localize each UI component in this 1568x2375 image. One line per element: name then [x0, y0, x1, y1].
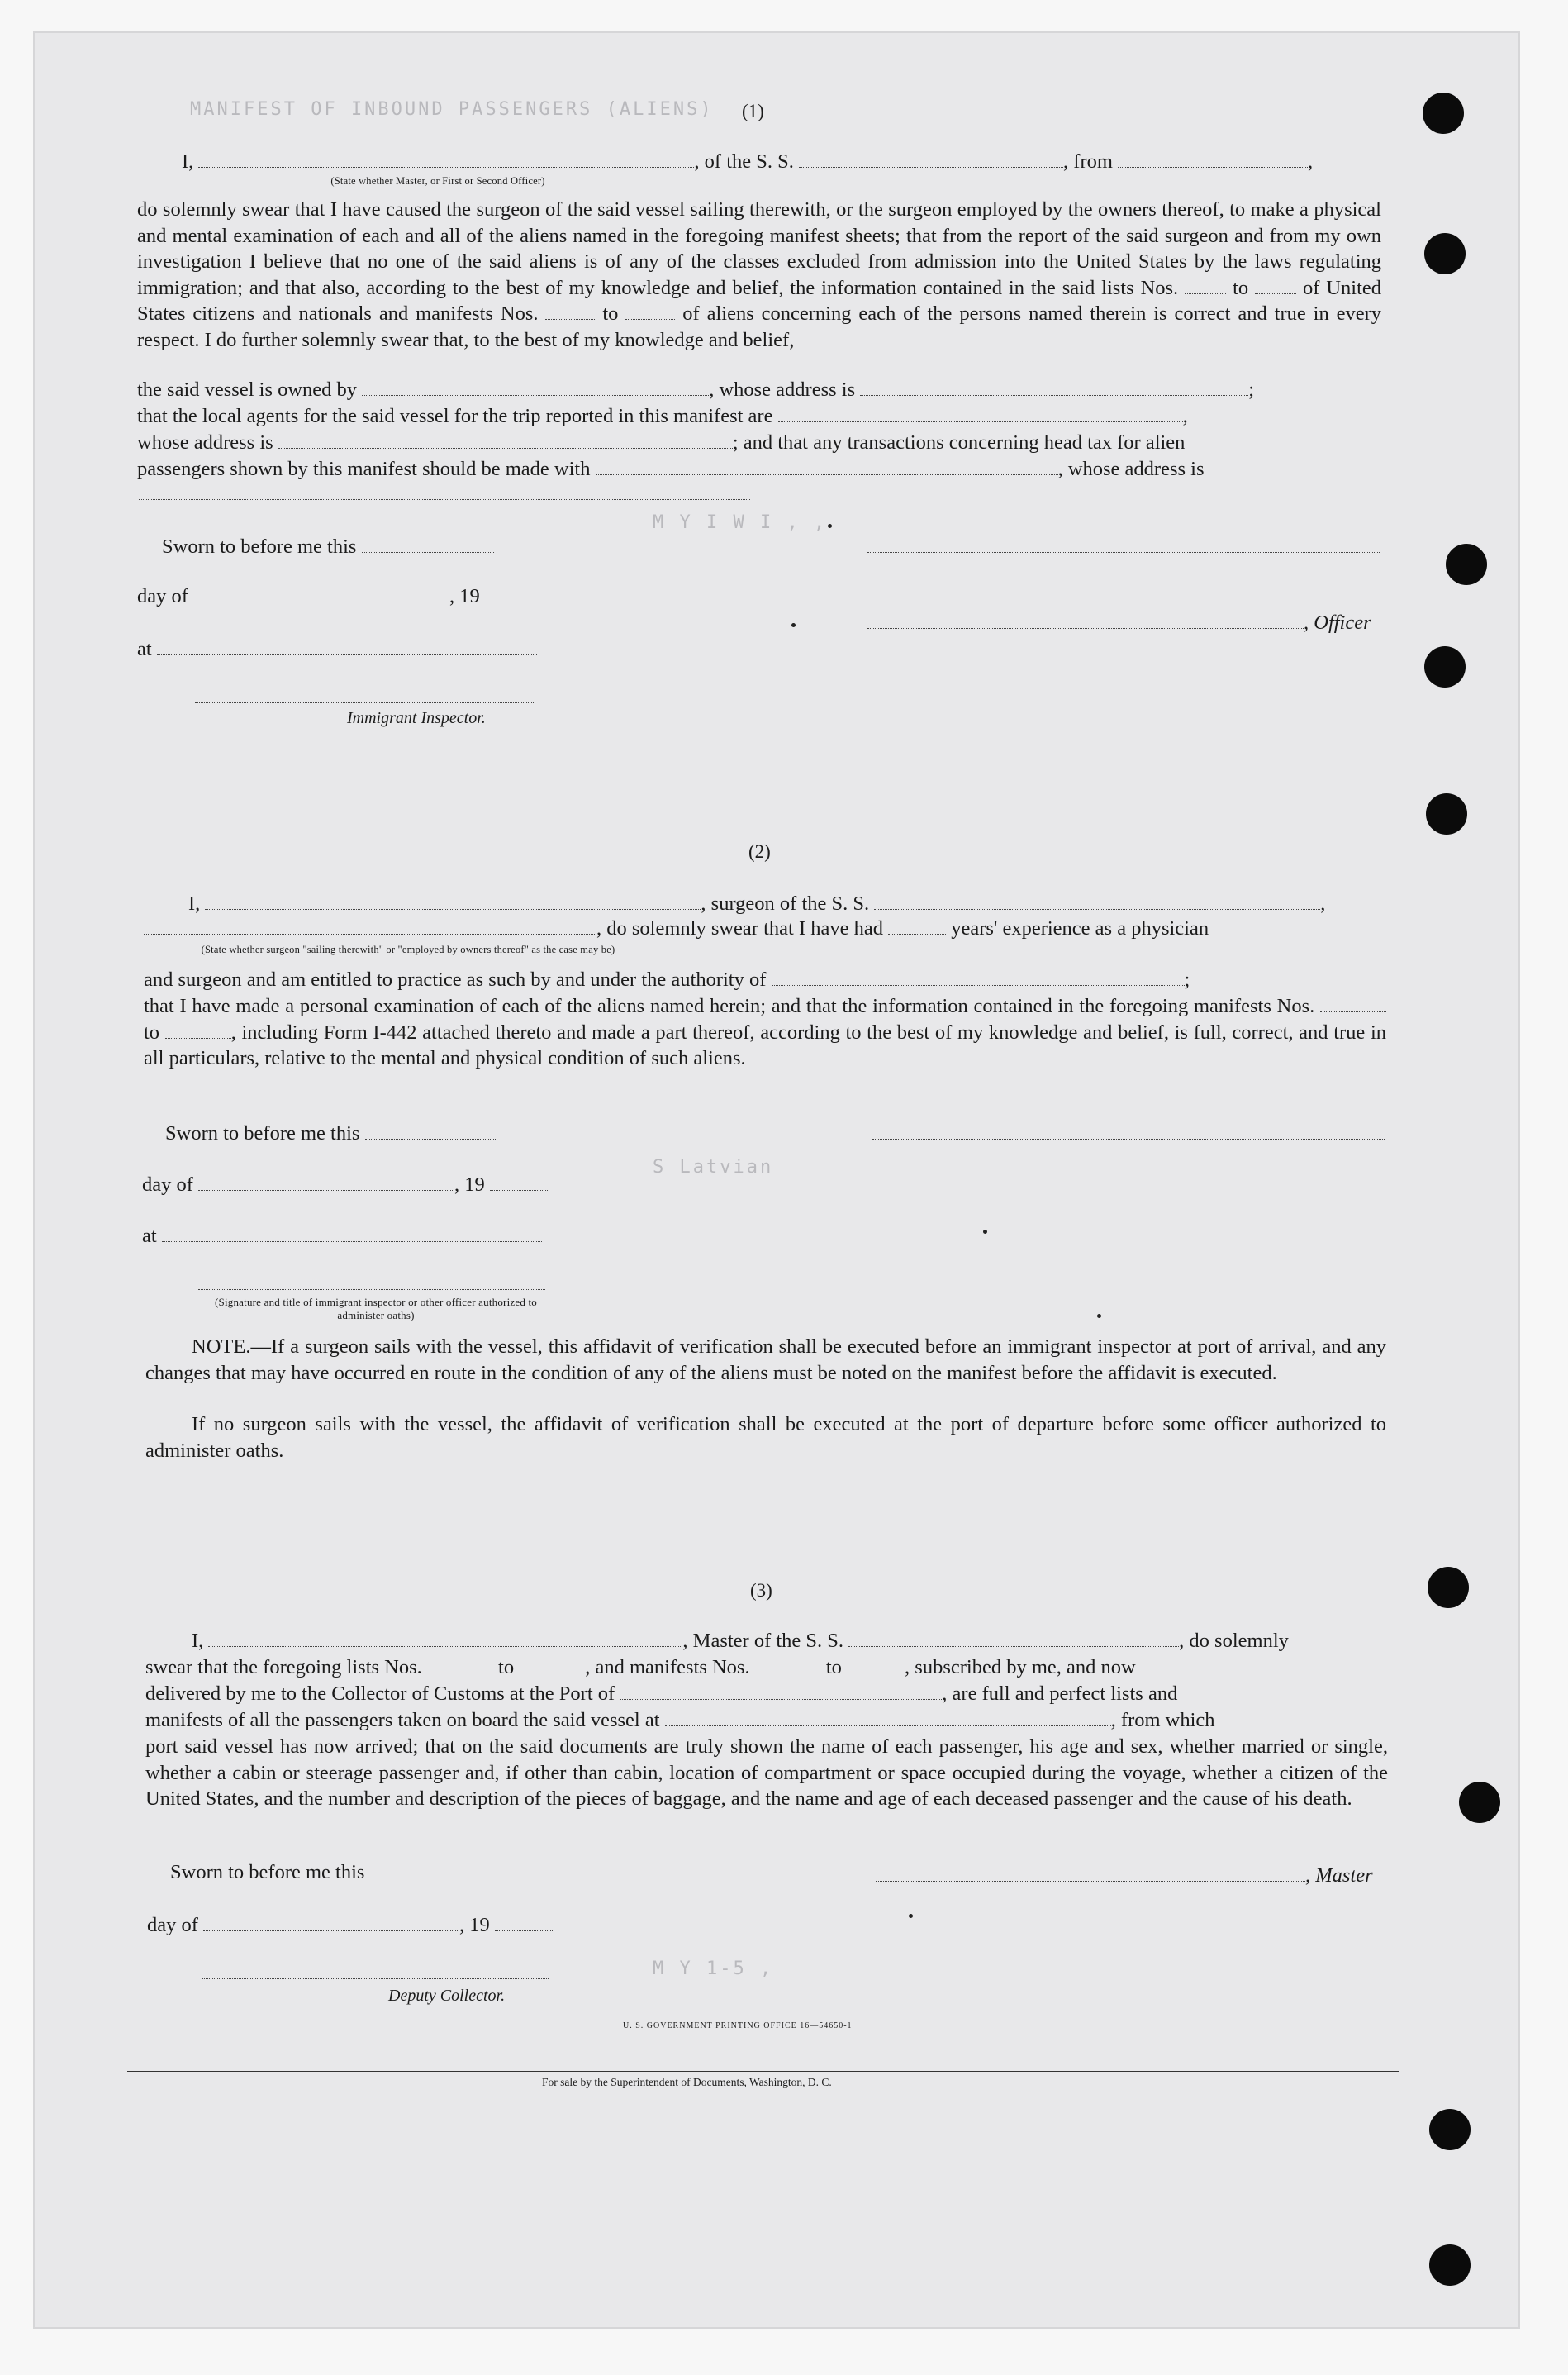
head-tax-text: ; and that any transactions concerning head tax for alien	[732, 431, 1186, 454]
for-sale-note: For sale by the Superintendent of Documents, Washington, D. C.	[542, 2076, 832, 2088]
day-of-line-3	[147, 1914, 553, 1937]
at-label: at	[142, 1225, 157, 1247]
manifests-of-label: manifests of all the passengers taken on board the said vessel at	[145, 1709, 660, 1731]
whose-address-label: whose address is	[137, 431, 273, 454]
master-signature-field[interactable]	[876, 1866, 1305, 1882]
embarkation-port-field[interactable]	[665, 1711, 1111, 1726]
surgeon-ship-field[interactable]	[874, 894, 1320, 910]
punch-hole	[1459, 1782, 1500, 1823]
sworn-line-1	[162, 535, 494, 559]
surgeon-signature-field[interactable]	[872, 1139, 1385, 1140]
from-port-field[interactable]	[1118, 152, 1308, 168]
manifests-to-field[interactable]	[847, 1658, 905, 1673]
subscribed-label: , subscribed by me, and now	[905, 1656, 1136, 1678]
oath-text: that I have made a personal examination of each of the aliens named herein; and that the information contained in the foregoing manifests Nos.	[144, 995, 1315, 1017]
surgeon-name-field[interactable]	[205, 894, 701, 910]
sworn-label: Sworn to before me this	[165, 1122, 360, 1145]
i-label: I,	[192, 1630, 204, 1652]
sworn-month-field[interactable]	[193, 587, 449, 602]
master-name-field[interactable]	[208, 1631, 682, 1647]
authority-label: and surgeon and am entitled to practice as such by and under the authority of	[144, 969, 767, 991]
officer-label: , Officer	[1304, 612, 1371, 634]
punch-hole	[1428, 1567, 1469, 1608]
agents-address-field[interactable]	[278, 433, 733, 449]
deputy-collector-label: Deputy Collector.	[388, 1987, 506, 2005]
punch-hole	[1446, 544, 1487, 585]
oath-text: , including Form I-442 attached thereto and made a part thereof, according to the best of my knowledge and belief, is full, correct, and true in all particulars, relative to the mental and physical condition of such aliens.	[144, 1021, 1386, 1070]
officer-title-caption: (State whether Master, or First or Second Officer)	[330, 175, 545, 187]
list-from-field[interactable]	[1185, 278, 1226, 294]
delivered-label: delivered by me to the Collector of Customs at the Port of	[145, 1682, 615, 1705]
owner-address-field[interactable]	[860, 380, 1248, 396]
sworn-line-2	[165, 1122, 497, 1145]
sworn-line-3	[170, 1861, 502, 1884]
deputy-signature-field[interactable]	[202, 1978, 549, 1979]
owned-by-line: the said vessel is owned by , whose address is ;	[137, 378, 1255, 401]
sworn-year-field[interactable]	[485, 587, 543, 602]
are-full-label: , are full and perfect lists and	[942, 1682, 1178, 1705]
oath-text: do solemnly swear that I have caused the surgeon of the said vessel sailing therewith, or the surgeon employed by the owners thereof, to make a physical and mental examination of each and all of the aliens named in the foregoing manifest sheets; that from the report of the said surgeon and from my own investigation I believe that no one of the said aliens is of any of the classes excluded from admission into the United States by the laws regulating immigration; and that also, according to the best of my knowledge and belief, the information contained in the said lists Nos.	[137, 198, 1381, 299]
sworn-label: Sworn to before me this	[162, 535, 357, 558]
bleed-through-text: M Y I W I , ,	[653, 512, 828, 533]
note-text: If no surgeon sails with the vessel, the affidavit of verification shall be executed at the port of departure before some officer authorized to administer oaths.	[145, 1413, 1386, 1462]
punch-hole	[1424, 646, 1466, 688]
day-of-label: day of	[137, 585, 188, 607]
printing-office-imprint: U. S. GOVERNMENT PRINTING OFFICE 16—54650-1	[623, 2021, 853, 2030]
section-3-oath	[145, 1734, 1388, 1812]
at-line-1	[137, 638, 537, 661]
punch-hole	[1429, 2109, 1471, 2150]
note-label: NOTE.	[192, 1335, 251, 1358]
section-2-second-line	[144, 917, 1209, 940]
authority-field[interactable]	[772, 970, 1185, 986]
head-tax-contact-field[interactable]	[596, 459, 1058, 475]
manifests-from-field[interactable]	[755, 1658, 821, 1673]
to-label: to	[1233, 276, 1249, 299]
list-to-field[interactable]	[1255, 278, 1296, 294]
owned-by-label: the said vessel is owned by	[137, 378, 358, 401]
ink-dot	[828, 524, 832, 528]
footer-rule	[127, 2071, 1399, 2072]
lists-from-field[interactable]	[427, 1658, 493, 1673]
whose-address-label: , whose address is	[1057, 458, 1205, 480]
day-of-label: day of	[142, 1173, 193, 1196]
oath-text: of aliens concerning each of the persons named therein is correct and true in every respect. I do further solemnly swear that, to the best of my knowledge and belief,	[137, 302, 1382, 351]
bleed-through-text: S Latvian	[653, 1157, 774, 1178]
sworn-label: Sworn to before me this	[170, 1861, 365, 1883]
bleed-through-text: MANIFEST OF INBOUND PASSENGERS (ALIENS)	[190, 99, 714, 120]
sworn-place-field[interactable]	[162, 1226, 542, 1242]
practice-authority-line	[144, 969, 1190, 992]
bleed-through-text: M Y 1-5 ,	[653, 1959, 774, 1979]
of-the-ss-label: , of the S. S.	[694, 150, 794, 173]
section-3-port-line	[145, 1682, 1177, 1706]
section-2-number: (2)	[748, 841, 771, 862]
comma: ,	[1320, 892, 1326, 915]
punch-hole	[1423, 93, 1464, 134]
at-line-2	[142, 1225, 542, 1248]
sworn-day-field[interactable]	[370, 1863, 502, 1878]
punch-hole	[1429, 2244, 1471, 2286]
do-solemnly-label: , do solemnly swear that I have had	[596, 917, 883, 940]
sworn-month-field[interactable]	[198, 1175, 454, 1191]
section-1-number: (1)	[742, 101, 764, 121]
sworn-day-field[interactable]	[362, 537, 494, 553]
ink-dot	[909, 1914, 913, 1918]
master-signature-line	[876, 1864, 1373, 1887]
ink-dot	[983, 1230, 987, 1234]
local-agents-label: that the local agents for the said vessel for the trip reported in this manifest are	[137, 405, 773, 427]
from-label: , from	[1063, 150, 1113, 173]
lists-to-field[interactable]	[519, 1658, 585, 1673]
to-label: to	[144, 1021, 160, 1044]
i-label: I,	[182, 150, 194, 173]
note-paragraph-2	[145, 1411, 1386, 1464]
surgeon-of-label: , surgeon of the S. S.	[701, 892, 870, 915]
do-solemnly-label: , do solemnly	[1179, 1630, 1289, 1652]
local-agents-field[interactable]	[778, 407, 1183, 422]
day-of-label: day of	[147, 1914, 198, 1936]
sworn-year-field[interactable]	[495, 1916, 553, 1931]
year-label: , 19	[454, 1173, 485, 1196]
section-1-oath	[137, 197, 1381, 354]
section-1-first-line	[182, 150, 1313, 174]
surgeon-manifest-from-field[interactable]	[1320, 997, 1386, 1012]
officer-signature-field[interactable]	[867, 613, 1304, 629]
note-paragraph	[145, 1334, 1386, 1386]
day-of-line-1	[137, 585, 543, 608]
to-label: to	[498, 1656, 515, 1678]
sworn-year-field[interactable]	[490, 1175, 548, 1191]
i-label: I,	[188, 892, 201, 915]
note-text: —If a surgeon sails with the vessel, this affidavit of verification shall be executed before an immigrant inspector at port of arrival, and any changes that may have occurred en route in the condition of any of the aliens must be noted on the manifest before the affidavit is executed.	[145, 1335, 1386, 1384]
year-label: , 19	[459, 1914, 490, 1936]
whose-address-label: , whose address is	[709, 378, 856, 401]
year-label: , 19	[449, 585, 480, 607]
section-3-taken-line	[145, 1709, 1215, 1732]
passengers-text: passengers shown by this manifest should be made with	[137, 458, 591, 480]
ink-dot	[791, 623, 796, 627]
master-of-label: , Master of the S. S.	[682, 1630, 844, 1652]
immigrant-inspector-label: Immigrant Inspector.	[347, 709, 486, 727]
sworn-month-field[interactable]	[203, 1916, 459, 1931]
sworn-day-field[interactable]	[365, 1124, 497, 1140]
master-ship-field[interactable]	[848, 1631, 1179, 1647]
to-label: to	[825, 1656, 842, 1678]
surgeon-status-caption: (State whether surgeon "sailing therewith" or "employed by owners thereof" as the case may be)	[201, 944, 615, 955]
at-label: at	[137, 638, 152, 660]
section-2-oath	[144, 993, 1386, 1072]
years-experience-label: years' experience as a physician	[951, 917, 1209, 940]
officer-title-field[interactable]	[198, 152, 694, 168]
section-3-number: (3)	[750, 1580, 772, 1601]
comma: ,	[1308, 150, 1314, 173]
section-3-first-line	[192, 1630, 1289, 1653]
to-label: to	[602, 302, 619, 326]
agents-address-line	[137, 431, 1185, 455]
owner-field[interactable]	[362, 380, 709, 396]
oath-officer-signature-field[interactable]	[198, 1289, 545, 1290]
oath-text: port said vessel has now arrived; that on the said documents are truly shown the name of each passenger, his age and sex, whether married or single, whether a cabin or steerage passenger and, if other than cabin, location of compartment or space occupied during the voyage, whether a citizen of the United States, and the number and description of the pieces of baggage, and the name and age of each deceased passenger and the cause of his death.	[145, 1735, 1388, 1811]
manifest-to-field[interactable]	[625, 304, 675, 320]
day-of-line-2	[142, 1173, 548, 1197]
years-experience-field[interactable]	[888, 919, 946, 935]
punch-hole	[1424, 233, 1466, 274]
officer-line	[867, 612, 1371, 635]
officer-signature-top-field[interactable]	[867, 552, 1380, 553]
surgeon-manifest-to-field[interactable]	[165, 1023, 231, 1039]
head-tax-address-field[interactable]	[139, 499, 750, 500]
swear-label: swear that the foregoing lists Nos.	[145, 1656, 422, 1678]
passengers-line	[137, 458, 1205, 481]
surgeon-status-field[interactable]	[144, 919, 596, 935]
sworn-place-field[interactable]	[157, 640, 537, 655]
section-3-lists-line	[145, 1656, 1136, 1679]
master-label: , Master	[1305, 1864, 1373, 1887]
oath-text: of United States citizens and nationals and manifests Nos.	[137, 276, 1382, 326]
signature-caption: (Signature and title of immigrant inspector or other officer authorized to administer oaths)	[215, 1296, 537, 1321]
manifest-from-field[interactable]	[545, 304, 595, 320]
and-manifests-label: , and manifests Nos.	[585, 1656, 750, 1678]
ink-dot	[1097, 1314, 1101, 1318]
section-2-first-line	[188, 892, 1325, 916]
punch-hole	[1426, 793, 1467, 835]
from-which-label: , from which	[1110, 1709, 1215, 1731]
inspector-signature-field[interactable]	[195, 702, 534, 703]
local-agents-line: that the local agents for the said vessel for the trip reported in this manifest are ,	[137, 405, 1188, 427]
semicolon: ;	[1184, 969, 1190, 991]
ship-name-field[interactable]	[799, 152, 1063, 168]
port-field[interactable]	[620, 1684, 942, 1700]
